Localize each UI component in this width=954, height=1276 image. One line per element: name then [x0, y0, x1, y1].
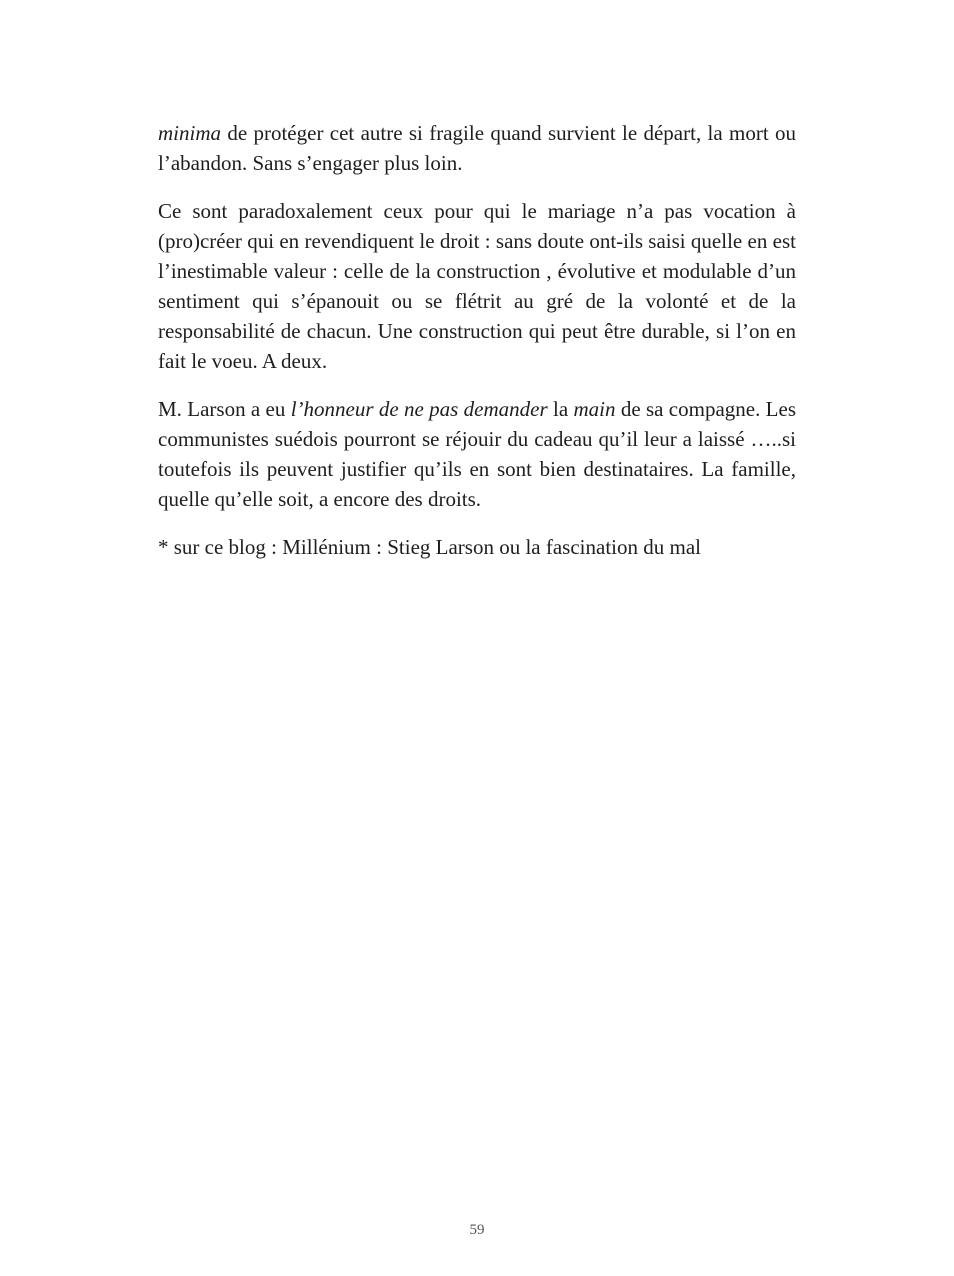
paragraph-3-text-b: la	[547, 397, 574, 421]
page-body	[158, 118, 796, 580]
italic-main: main	[573, 397, 616, 421]
paragraph-3-text-a: M. Larson a eu	[158, 397, 291, 421]
italic-minima: minima	[158, 121, 221, 145]
footnote-text: * sur ce blog : Millénium : Stieg Larson ou la fascination du mal	[158, 535, 701, 559]
paragraph-2-text: Ce sont paradoxalement ceux pour qui le mariage n’a pas vocation à (pro)créer qui en revendiquent le droit : sans doute ont-ils saisi quelle en est l’inestimable valeur : celle de la construction , évolutive et modulable d’un sentiment qui s’épanouit ou se flétrit au gré de la volonté et de la responsabilité de chacun. Une construction qui peut être durable, si l’on en fait le voeu. A deux.	[158, 199, 796, 373]
italic-honneur: l’honneur de ne pas demander	[290, 397, 548, 421]
paragraph-3	[158, 394, 796, 514]
footnote-paragraph	[158, 532, 796, 562]
page-number: 59	[469, 1222, 485, 1238]
paragraph-1-text: de protéger cet autre si fragile quand survient le départ, la mort ou l’abandon. Sans s’engager plus loin.	[158, 121, 796, 175]
paragraph-1	[158, 118, 796, 178]
paragraph-3-text-c: de sa compagne. Les communistes suédois pourront se réjouir du cadeau qu’il leur a laissé …..si toutefois ils peuvent justifier qu’ils en sont bien destinataires. La famille, quelle qu’elle soit, a encore des droits.	[158, 397, 797, 511]
paragraph-2	[158, 196, 796, 376]
